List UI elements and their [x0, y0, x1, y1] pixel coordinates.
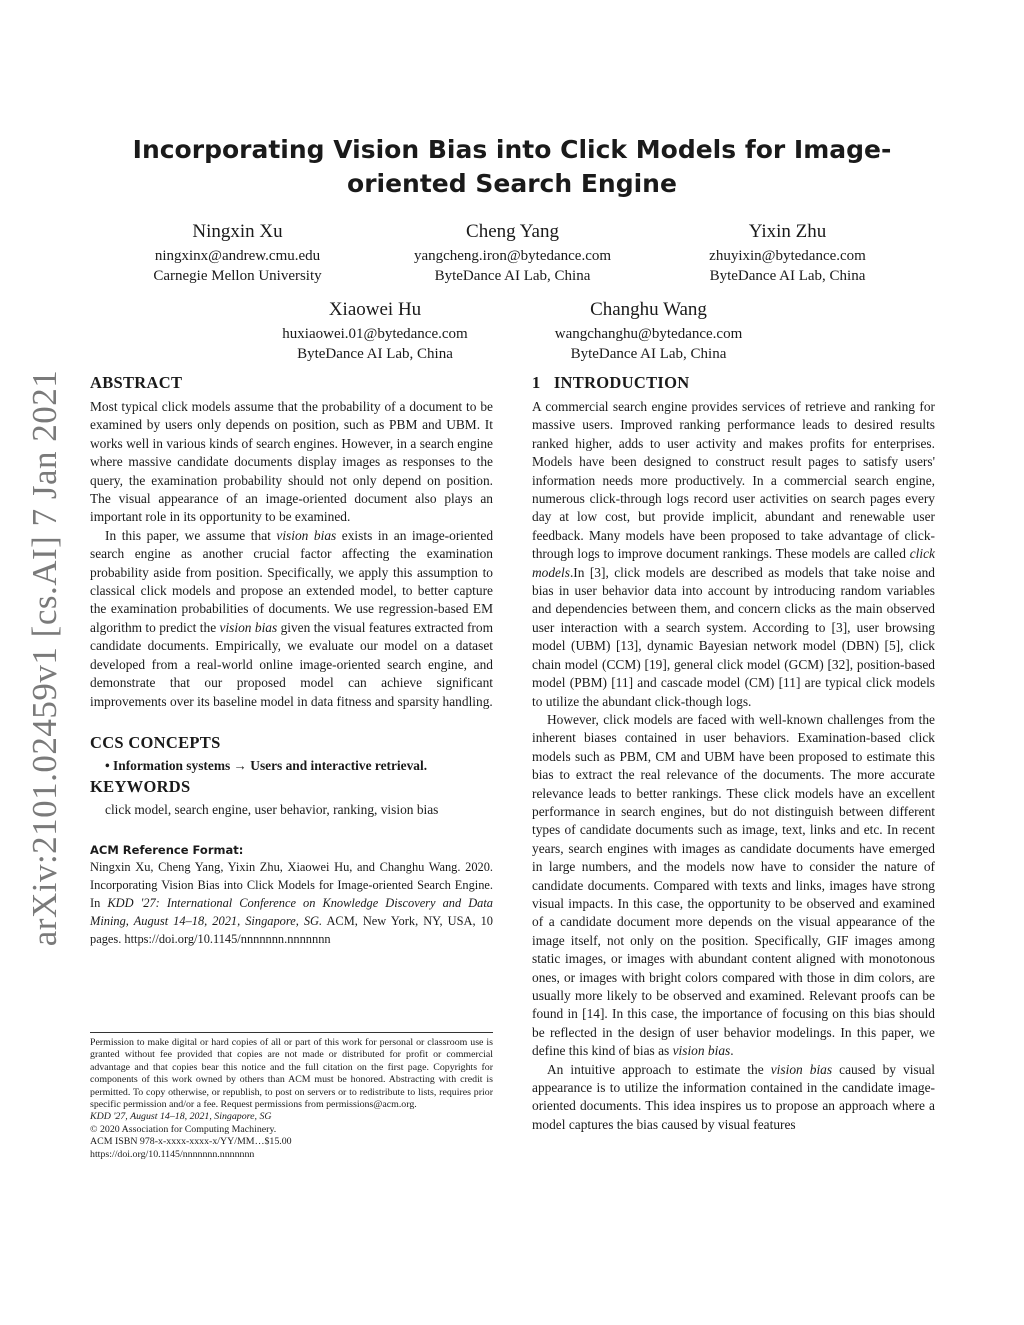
author-block	[380, 220, 645, 286]
abstract-section	[90, 373, 493, 711]
left-column	[90, 373, 493, 948]
permission-notice	[90, 1037, 493, 1161]
author-affiliation: ByteDance AI Lab, China	[434, 268, 591, 284]
author-email[interactable]: wangchanghu@bytedance.com	[554, 326, 743, 342]
abstract-paragraph: In this paper, we assume that vision bias exists in an image-oriented search engine as another crucial factor affecting the examination probability aside from position. Specifically, we apply this assumption to classical click models and propose an extended model, to better capture the examination probabilities of documents. We use regression-based EM algorithm to predict the vision bias given the visual features extracted from candidate documents. Empirically, we evaluate our model on a dataset developed from a real-world online image-oriented search engine, and demonstrate that our proposed model can achieve significant improvements over its baseline model in data fitness and sparsity handling.	[90, 527, 494, 709]
reference-format-heading: ACM Reference Format:	[90, 842, 244, 857]
arxiv-id: arXiv:2101.02459v1 [cs.AI] 7 Jan 2021	[25, 369, 64, 946]
permission-isbn: ACM ISBN 978-x-xxxx-xxxx-x/YY/MM…$15.00	[90, 1136, 292, 1148]
author-email[interactable]: ningxinx@andrew.cmu.edu	[154, 248, 321, 264]
author-name: Ningxin Xu	[192, 221, 283, 242]
intro-paragraph: A commercial search engine provides services of retrieve and ranking for massive users. Improved ranking performance leads to desired results ranked higher, adds to user activity and makes profits for enterprises. Models have been designed to construct result pages to satisfy users' information needs more productively. In a commercial search engine, numerous click-through logs record user activities on search pages every day at low cost, but provide implicit, abundant and renewable user feedback. Many models have been proposed to take advantage of click-through logs to improve document rankings. These models are called click models.In [3], click models are described as models that take noise and bias in user behavior data into account by introducing random variables and dependencies between them, and concern clicks as the main observed user interaction with a search system. According to [3], user browsing model (UBM) [13], dynamic Bayesian network model (DBN) [5], click chain model (CCM) [19], general click model (GCM) [32], position-based model (PBM) [11] and cascade model (CM) [11] are typical click models to utilize the abundant click-though logs.	[532, 399, 935, 709]
intro-paragraph: However, click models are faced with well-known challenges from the inherent biases contained in user behaviors. Examination-based click models such as PBM, CM and UBM have been proposed to estimate this bias to extract the real relevance of the documents. The more accurate relevance leads to better rankings. These click models have an excellent performance in search engines, but do not distinguish between different types of candidate documents such as image, text, links and etc. In recent years, search engines with images as candidate documents have emerged in large numbers, and the models now have to consider the nature of candidate documents. Compared with texts and links, images have strong visual impacts. In this case, the opportunity to be observed and examined of a candidate document more depends on the visual appearance of the image itself, not only on the position. Specifically, GIF images among static images, or images with abundant content aligned with monotonous ones, or images with bright colors compared with those in dim colors, are usually more likely to be observed and examined. Relevant proofs can be found in [14]. In this case, the importance of focusing on this bias should be reflected in the design of user behavior modelings. In this paper, we define this kind of bias as vision bias.	[532, 711, 935, 1059]
author-email[interactable]: yangcheng.iron@bytedance.com	[413, 248, 612, 264]
introduction-heading: 1 INTRODUCTION	[532, 373, 690, 392]
author-affiliation: Carnegie Mellon University	[153, 268, 322, 284]
abstract-heading: ABSTRACT	[90, 373, 183, 392]
abstract-paragraph: Most typical click models assume that the probability of a document to be examined by users only depends on position, such as PBM and UBM. It works well in various kinds of search engines. However, in a search engine where massive candidate documents display images as responses to the query, the examination probability should not only depend on position. The visual appearance of an image-oriented document also plays an important role in its opportunity to be examined.	[90, 399, 493, 525]
author-name: Cheng Yang	[466, 221, 559, 242]
author-block	[520, 298, 777, 364]
permission-copyright: © 2020 Association for Computing Machinery.	[90, 1123, 277, 1135]
ccs-heading: CCS CONCEPTS	[90, 732, 221, 752]
paper-title: Incorporating Vision Bias into Click Models for Image-oriented Search Engine	[132, 135, 892, 198]
right-column	[532, 373, 935, 1134]
footnote-divider	[90, 1032, 493, 1033]
reference-format-text: Ningxin Xu, Cheng Yang, Yixin Zhu, Xiaowei Hu, and Changhu Wang. 2020. Incorporating Vision Bias into Click Models for Image-oriented Search Engine. In KDD '27: International Conference on Knowledge Discovery and Data Mining, August 14–18, 2021, Singapore, SG. ACM, New York, NY, USA, 10 pages. https://doi.org/10.1145/nnnnnnn.nnnnnnn	[90, 859, 494, 946]
author-affiliation: ByteDance AI Lab, China	[709, 268, 866, 284]
permission-venue: KDD '27, August 14–18, 2021, Singapore, SG	[90, 1111, 272, 1123]
introduction-section	[532, 373, 935, 1134]
author-email[interactable]: huxiaowei.01@bytedance.com	[282, 326, 468, 342]
author-affiliation: ByteDance AI Lab, China	[570, 346, 727, 362]
permission-text: Permission to make digital or hard copies of all or part of this work for personal or classroom use is granted without fee provided that copies are not made or distributed for profit or commercial advantage and that copies bear this notice and the full citation on the first page. Copyrights for components of this work owned by others than ACM must be honored. Abstracting with credit is permitted. To copy otherwise, or republish, to post on servers or to redistribute to lists, requires prior specific permission and/or a fee. Request permissions from permissions@acm.org.	[90, 1037, 493, 1111]
author-block	[680, 220, 895, 286]
reference-format	[90, 842, 493, 948]
keywords-section	[90, 777, 493, 819]
author-block	[255, 298, 495, 364]
ccs-item: • Information systems → Users and interactive retrieval.	[105, 757, 428, 773]
author-name: Changhu Wang	[590, 299, 707, 320]
author-block	[130, 220, 345, 286]
intro-paragraph: An intuitive approach to estimate the vision bias caused by visual appearance is to utilize the information contained in the candidate image-oriented documents. This idea inspires us to propose an approach where a model captures the bias caused by visual features	[532, 1061, 936, 1132]
author-name: Xiaowei Hu	[328, 299, 422, 320]
author-affiliation: ByteDance AI Lab, China	[297, 346, 453, 362]
author-name: Yixin Zhu	[748, 221, 827, 242]
arxiv-watermark	[25, 369, 65, 946]
permission-doi[interactable]: https://doi.org/10.1145/nnnnnnn.nnnnnnn	[90, 1148, 255, 1160]
ccs-section	[90, 733, 493, 775]
author-email[interactable]: zhuyixin@bytedance.com	[709, 248, 866, 264]
keywords-text: click model, search engine, user behavior, ranking, vision bias	[105, 802, 439, 818]
keywords-heading: KEYWORDS	[90, 777, 191, 797]
